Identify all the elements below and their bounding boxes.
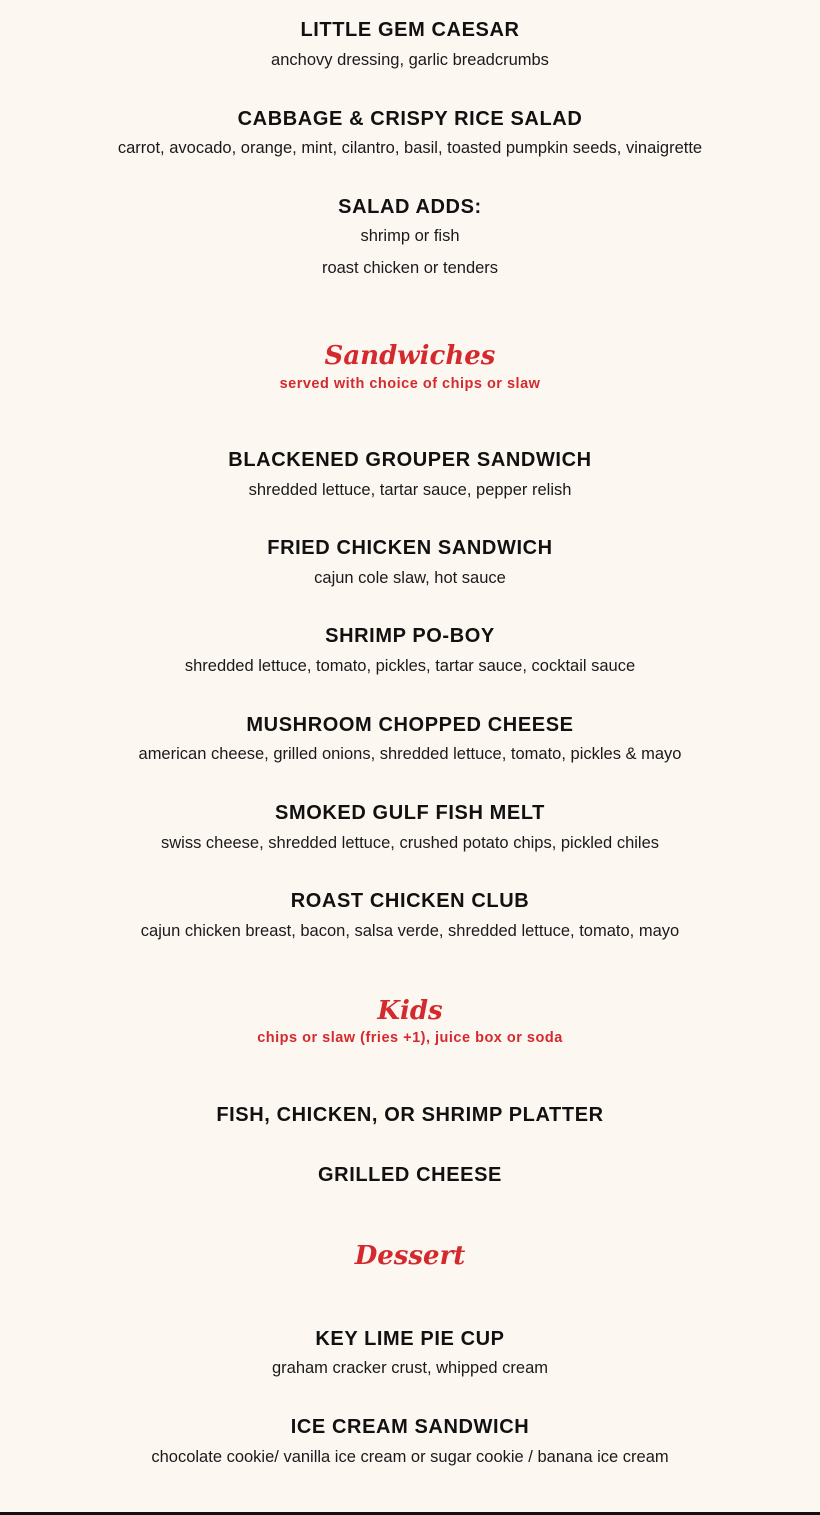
menu-item-name: SHRIMP PO-BOY [325,625,495,647]
menu-item-name: GRILLED CHEESE [318,1164,502,1186]
menu-item-name: FRIED CHICKEN SANDWICH [267,537,553,559]
menu-item-description: swiss cheese, shredded lettuce, crushed potato chips, pickled chiles [160,834,660,852]
menu-item-name: CABBAGE & CRISPY RICE SALAD [237,108,583,130]
menu-item-name: ICE CREAM SANDWICH [290,1416,530,1438]
menu-item-description: graham cracker crust, whipped cream [271,1359,549,1377]
menu-item-name: LITTLE GEM CAESAR [300,19,520,41]
section-title-kids: Kids [377,996,443,1026]
menu-item-description: american cheese, grilled onions, shredded lettuce, tomato, pickles & mayo [138,745,682,763]
menu-item-description: anchovy dressing, garlic breadcrumbs [271,51,549,69]
section-title-dessert: Dessert [354,1241,466,1271]
menu-item-name: MUSHROOM CHOPPED CHEESE [246,714,574,736]
menu-item-name: BLACKENED GROUPER SANDWICH [228,449,592,471]
salad-adds-title: SALAD ADDS: [338,196,482,218]
menu-item-description: carrot, avocado, orange, mint, cilantro, basil, toasted pumpkin seeds, vinaigrette [117,139,703,157]
salad-add-option: shrimp or fish [360,227,460,245]
menu-item-description: cajun cole slaw, hot sauce [314,569,506,587]
menu-item-name: FISH, CHICKEN, OR SHRIMP PLATTER [216,1104,604,1126]
menu-item-name: ROAST CHICKEN CLUB [290,890,530,912]
menu-item-description: shredded lettuce, tomato, pickles, tartar sauce, cocktail sauce [184,657,636,675]
menu-item-description: shredded lettuce, tartar sauce, pepper relish [248,481,572,499]
menu-item-name: KEY LIME PIE CUP [315,1328,505,1350]
menu-item-description: cajun chicken breast, bacon, salsa verde, shredded lettuce, tomato, mayo [140,922,680,940]
menu-item-description: chocolate cookie/ vanilla ice cream or sugar cookie / banana ice cream [151,1448,669,1466]
section-subtitle-kids: chips or slaw (fries +1), juice box or soda [257,1030,563,1046]
section-subtitle-sandwiches: served with choice of chips or slaw [279,376,541,392]
menu-item-name: SMOKED GULF FISH MELT [275,802,545,824]
salad-add-option: roast chicken or tenders [321,259,499,277]
section-title-sandwiches: Sandwiches [324,341,496,371]
